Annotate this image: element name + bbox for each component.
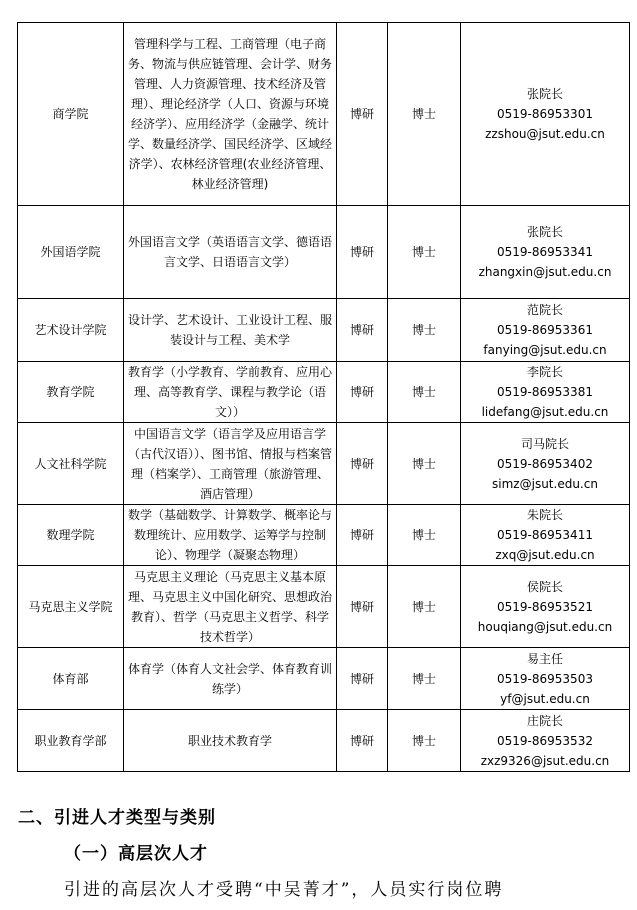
- contact-person: 庄院长: [526, 713, 563, 728]
- majors-cell: 职业技术教育学: [124, 710, 337, 772]
- contact-phone: 0519-86953532: [497, 733, 593, 748]
- contact-person: 张院长: [526, 225, 563, 239]
- college-cell: 商学院: [18, 23, 124, 206]
- majors-cell: 马克思主义理论（马克思主义基本原理、马克思主义中国化研究、思想政治教育）、哲学（马克思主义哲学、科学技术哲学）: [124, 566, 337, 648]
- contact-person: 易主任: [526, 651, 563, 666]
- contact-cell: [461, 423, 630, 505]
- category-cell: 博研: [337, 505, 388, 566]
- majors-cell: 教育学（小学教育、学前教育、应用心理、高等教育学、课程与教学论（语文））: [124, 362, 337, 423]
- contact-phone: 0519-86953521: [497, 599, 593, 614]
- category-cell: 博研: [337, 299, 388, 362]
- contact-email: yf@jsut.edu.cn: [500, 691, 590, 706]
- majors-cell: 设计学、艺术设计、工业设计工程、服装设计与工程、美术学: [124, 299, 337, 362]
- table-row: [18, 23, 630, 206]
- degree-cell: 博士: [388, 206, 461, 299]
- majors-cell: 数学（基础数学、计算数学、概率论与数理统计、应用数学、运筹学与控制论）、物理学（凝聚态物理）: [124, 505, 337, 566]
- contact-cell: [461, 710, 630, 772]
- category-cell: 博研: [337, 23, 388, 206]
- category-cell: 博研: [337, 423, 388, 505]
- category-cell: 博研: [337, 362, 388, 423]
- table-row: [18, 566, 630, 648]
- recruitment-table: [17, 22, 630, 772]
- degree-cell: 博士: [388, 566, 461, 648]
- table-row: [18, 299, 630, 362]
- degree-cell: 博士: [388, 710, 461, 772]
- majors-cell: 中国语言文学（语言学及应用语言学（古代汉语））、图书馆、情报与档案管理（档案学）、工商管理（旅游管理、酒店管理）: [124, 423, 337, 505]
- subsection-heading: （一）高层次人才: [64, 844, 208, 864]
- college-cell: 马克思主义学院: [18, 566, 124, 648]
- contact-person: 范院长: [526, 303, 563, 317]
- majors-cell: 体育学（体育人文社会学、体育教育训练学）: [124, 648, 337, 710]
- contact-cell: [461, 206, 630, 299]
- contact-person: 李院长: [526, 365, 563, 379]
- majors-cell: 管理科学与工程、工商管理（电子商务、物流与供应链管理、会计学、财务管理、人力资源管理、技术经济及管理）、理论经济学（人口、资源与环境经济学）、应用经济学（金融学、统计学、数量经济学、国民经济学、区域经济学）、农林经济管理(农业经济管理、林业经济管理): [124, 23, 337, 206]
- table-row: [18, 362, 630, 423]
- college-cell: 外国语学院: [18, 206, 124, 299]
- degree-cell: 博士: [388, 362, 461, 423]
- contact-phone: 0519-86953402: [497, 456, 593, 471]
- table-row: [18, 710, 630, 772]
- contact-phone: 0519-86953361: [497, 323, 593, 337]
- contact-email: houqiang@jsut.edu.cn: [477, 619, 613, 634]
- contact-person: 司马院长: [520, 436, 569, 451]
- contact-email: zzshou@jsut.edu.cn: [485, 127, 605, 141]
- contact-email: zhangxin@jsut.edu.cn: [478, 265, 612, 279]
- contact-email: lidefang@jsut.edu.cn: [481, 405, 609, 419]
- contact-cell: [461, 648, 630, 710]
- degree-cell: 博士: [388, 23, 461, 206]
- contact-phone: 0519-86953381: [497, 385, 593, 399]
- contact-email: zxz9326@jsut.edu.cn: [480, 753, 610, 768]
- college-cell: 职业教育学部: [18, 710, 124, 772]
- category-cell: 博研: [337, 566, 388, 648]
- category-cell: 博研: [337, 648, 388, 710]
- category-cell: 博研: [337, 206, 388, 299]
- table-row: [18, 648, 630, 710]
- college-cell: 人文社科学院: [18, 423, 124, 505]
- degree-cell: 博士: [388, 299, 461, 362]
- table-row: [18, 206, 630, 299]
- college-cell: 体育部: [18, 648, 124, 710]
- college-cell: 数理学院: [18, 505, 124, 566]
- degree-cell: 博士: [388, 648, 461, 710]
- contact-cell: [461, 362, 630, 423]
- table-row: [18, 505, 630, 566]
- contact-email: simz@jsut.edu.cn: [492, 476, 598, 491]
- contact-person: 朱院长: [526, 508, 563, 522]
- contact-cell: [461, 505, 630, 566]
- contact-email: fanying@jsut.edu.cn: [483, 343, 607, 357]
- contact-cell: [461, 566, 630, 648]
- contact-person: 张院长: [526, 87, 563, 101]
- contact-cell: [461, 23, 630, 206]
- majors-cell: 外国语言文学（英语语言文学、德语语言文学、日语语言文学）: [124, 206, 337, 299]
- section-heading: 二、引进人才类型与类别: [18, 808, 216, 828]
- contact-cell: [461, 299, 630, 362]
- body-paragraph: 引进的高层次人才受聘“中吴菁才”，人员实行岗位聘: [64, 880, 504, 900]
- contact-phone: 0519-86953301: [497, 107, 593, 121]
- college-cell: 教育学院: [18, 362, 124, 423]
- contact-phone: 0519-86953411: [497, 528, 593, 542]
- category-cell: 博研: [337, 710, 388, 772]
- degree-cell: 博士: [388, 423, 461, 505]
- contact-email: zxq@jsut.edu.cn: [495, 548, 595, 562]
- contact-phone: 0519-86953503: [497, 671, 593, 686]
- degree-cell: 博士: [388, 505, 461, 566]
- contact-person: 侯院长: [526, 579, 563, 594]
- table-row: [18, 423, 630, 505]
- college-cell: 艺术设计学院: [18, 299, 124, 362]
- contact-phone: 0519-86953341: [497, 245, 593, 259]
